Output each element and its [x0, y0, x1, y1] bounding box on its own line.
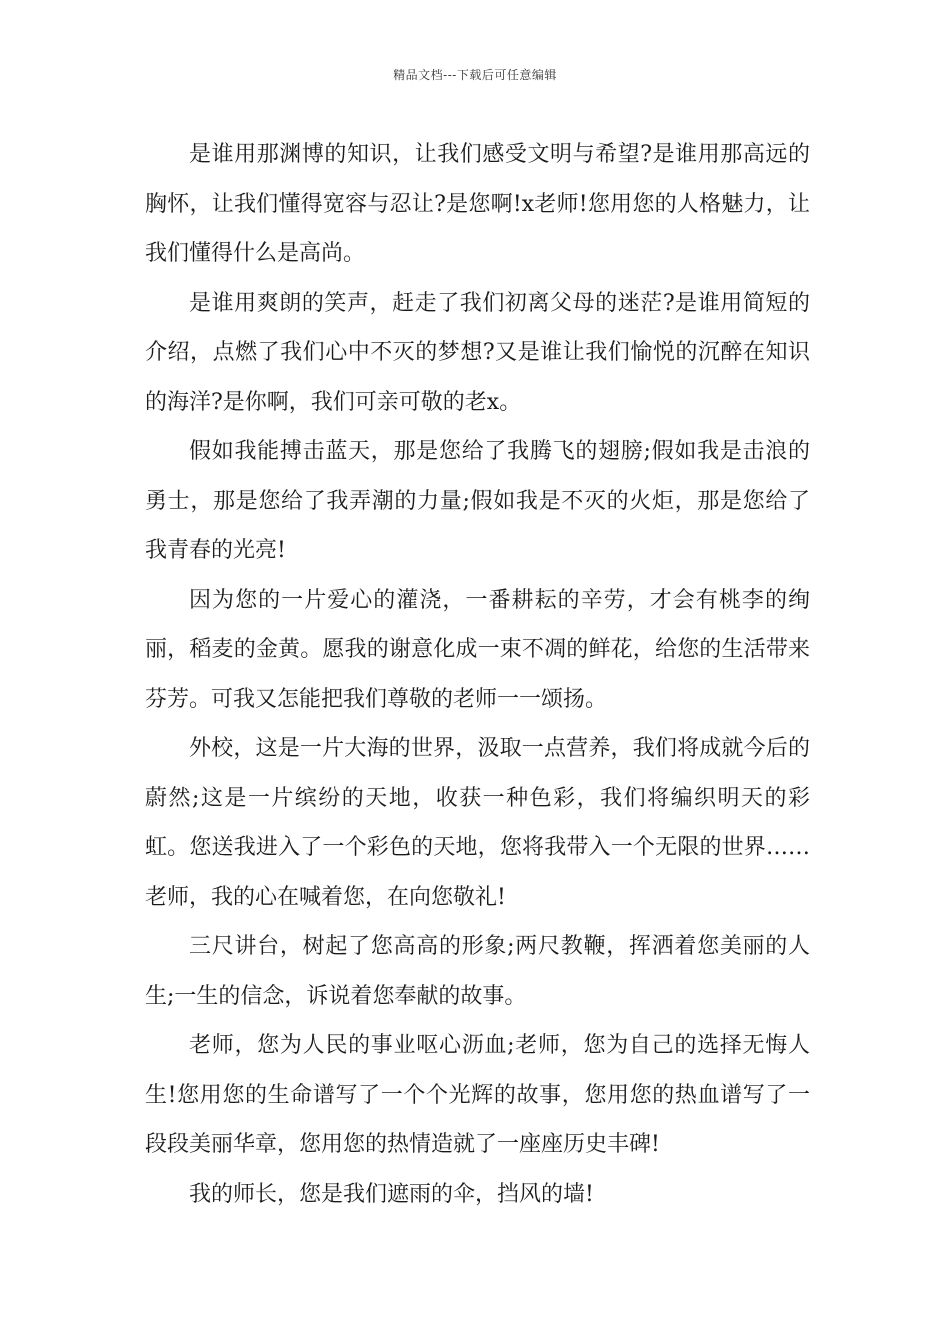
paragraph-5: 外校，这是一片大海的世界，汲取一点营养，我们将成就今后的蔚然;这是一片缤纷的天地，收获一种色彩，我们将编织明天的彩虹。您送我进入了一个彩色的天地，您将我带入一个无限的世界……老师，我的心在喊着您，在向您敬礼!	[145, 736, 810, 910]
paragraph-4: 因为您的一片爱心的灌浇，一番耕耘的辛劳，才会有桃李的绚丽，稻麦的金黄。愿我的谢意化成一束不凋的鲜花，给您的生活带来芬芳。可我又怎能把我们尊敬的老师一一颂扬。	[145, 587, 810, 712]
paragraph-3: 假如我能搏击蓝天，那是您给了我腾飞的翅膀;假如我是击浪的勇士，那是您给了我弄潮的力量;假如我是不灭的火炬，那是您给了我青春的光亮!	[145, 439, 810, 563]
paragraph-2: 是谁用爽朗的笑声，赶走了我们初离父母的迷茫?是谁用简短的介绍，点燃了我们心中不灭的梦想?又是谁让我们愉悦的沉醉在知识的海洋?是你啊，我们可亲可敬的老x。	[145, 290, 810, 415]
paragraph-6: 三尺讲台，树起了您高高的形象;两尺教鞭，挥洒着您美丽的人生;一生的信念，诉说着您奉献的故事。	[145, 934, 810, 1009]
document-body	[145, 130, 810, 1219]
page-header: 精品文档---下载后可任意编辑	[393, 68, 557, 82]
paragraph-7: 老师，您为人民的事业呕心沥血;老师，您为自己的选择无悔人生!您用您的生命谱写了一个个光辉的故事，您用您的热血谱写了一段段美丽华章，您用您的热情造就了一座座历史丰碑!	[145, 1033, 810, 1157]
paragraph-1: 是谁用那渊博的知识，让我们感受文明与希望?是谁用那高远的胸怀，让我们懂得宽容与忍让?是您啊!x老师!您用您的人格魅力，让我们懂得什么是高尚。	[145, 142, 810, 266]
paragraph-8: 我的师长，您是我们遮雨的伞，挡风的墙!	[189, 1181, 594, 1207]
